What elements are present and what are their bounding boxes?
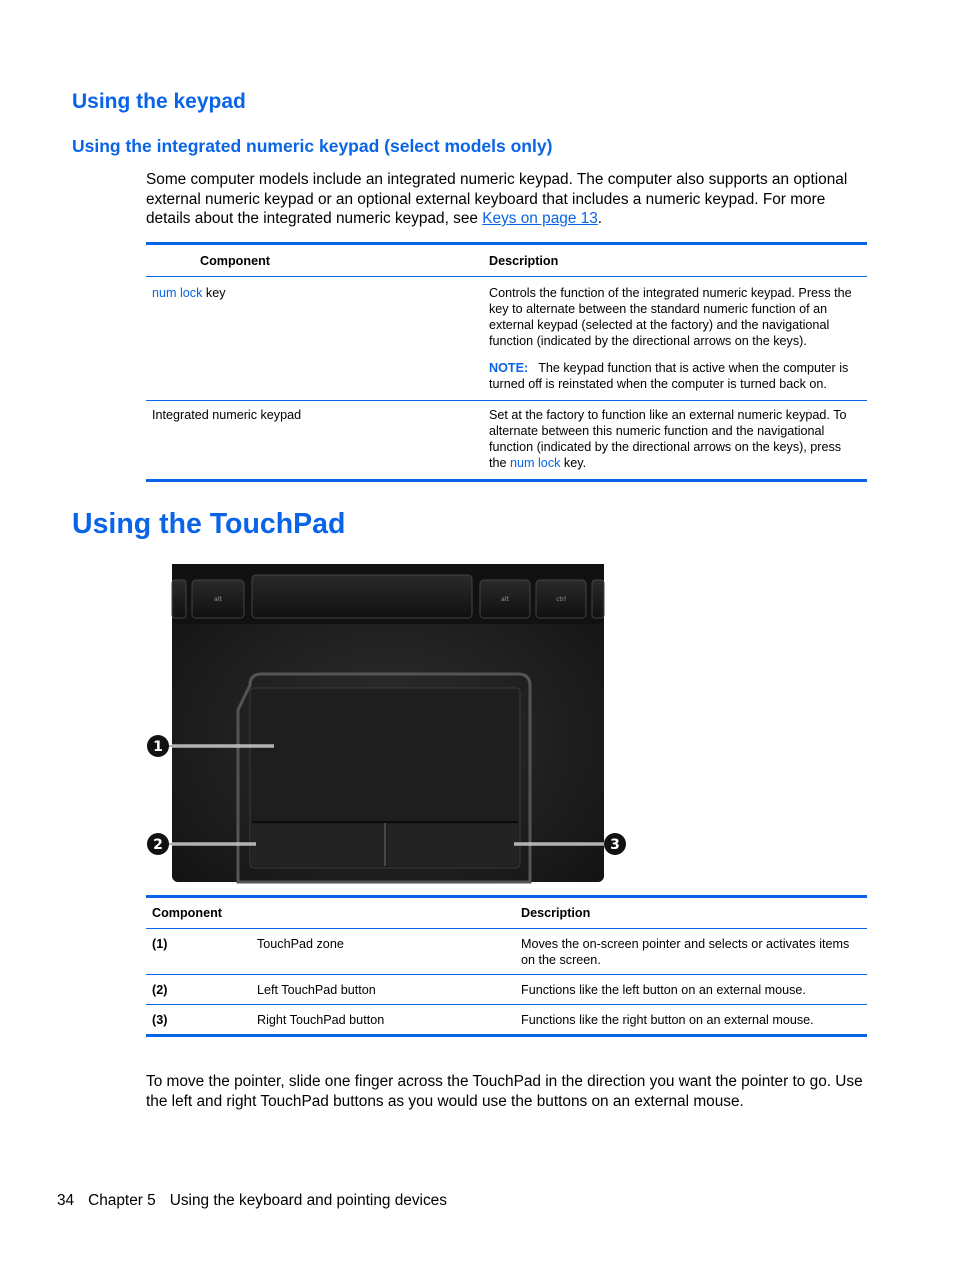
ctrl-key-label: ctrl — [556, 596, 566, 603]
page-number: 34 — [57, 1192, 75, 1209]
table-row — [146, 975, 867, 1005]
table-row — [146, 277, 867, 401]
table-row — [146, 929, 867, 975]
chapter-label: Chapter 5 — [88, 1192, 156, 1209]
component-name: Right TouchPad button — [257, 1013, 385, 1027]
note: NOTE: The keypad function that is active when the computer is turned off is reinstated when the computer is turned back on. — [489, 361, 849, 391]
component-cell: Integrated numeric keypad — [152, 408, 302, 422]
alt-key-label: alt — [214, 596, 222, 603]
component-name: TouchPad zone — [251, 929, 515, 975]
subsection-heading-integrated-keypad: Using the integrated numeric keypad (select models only) — [72, 136, 553, 156]
svg-text:1: 1 — [153, 739, 163, 755]
component-cell: num lock key — [146, 277, 483, 401]
section-heading-keypad: Using the keypad — [72, 90, 246, 113]
column-header-description: Description — [515, 897, 867, 929]
keypad-table — [146, 242, 867, 482]
row-number: (3) — [152, 1013, 168, 1027]
callout-2 — [147, 833, 169, 855]
num-lock-link[interactable]: num lock — [152, 286, 203, 300]
chapter-title: Using the keyboard and pointing devices — [169, 1192, 447, 1209]
column-header-description: Description — [483, 244, 867, 277]
touchpad-photo — [146, 560, 636, 885]
closing-paragraph: To move the pointer, slide one finger across the TouchPad in the direction you want the pointer to go. Use the left and right TouchPad buttons as you would use the buttons on an external mouse. — [146, 1073, 863, 1110]
alt-key-label: alt — [501, 596, 509, 603]
svg-text:2: 2 — [153, 837, 163, 853]
component-description: Functions like the right button on an external mouse. — [521, 1013, 814, 1027]
component-description: Moves the on-screen pointer and selects or activates items on the screen. — [515, 929, 867, 975]
component-name: Left TouchPad button — [251, 975, 515, 1005]
table-row — [146, 401, 867, 481]
row-number: (1) — [146, 929, 251, 975]
callout-3 — [604, 833, 626, 855]
page-footer — [57, 1192, 461, 1210]
row-number: (2) — [146, 975, 251, 1005]
svg-text:3: 3 — [610, 837, 620, 853]
table-row — [146, 1005, 867, 1036]
keys-page-link[interactable]: Keys on page 13 — [482, 210, 598, 227]
callout-1 — [147, 735, 169, 757]
section-heading-touchpad: Using the TouchPad — [72, 508, 346, 540]
component-description: Functions like the left button on an external mouse. — [515, 975, 867, 1005]
description-cell: Controls the function of the integrated numeric keypad. Press the key to alternate between the standard numeric function of an external keypad (selected at the factory) and the navigational function (indicated by the directional arrows on the keys). NOTE: The keypad function that is active when the computer is turned off is reinstated when the computer is turned back on. — [483, 277, 867, 401]
column-header-component: Component — [146, 244, 483, 277]
column-header-component: Component — [146, 897, 515, 929]
note-label: NOTE: — [489, 361, 529, 375]
description-cell: Set at the factory to function like an external numeric keypad. To alternate between this numeric function and the navigational function (indicated by the directional arrows on the keys), press the num lock key. — [489, 408, 847, 470]
num-lock-link[interactable]: num lock — [510, 456, 561, 470]
intro-paragraph: Some computer models include an integrated numeric keypad. The computer also supports an optional external numeric keypad or an optional external keyboard that includes a numeric keypad. For more details about the integrated numeric keypad, see Keys on page 13. — [146, 171, 848, 227]
touchpad-table — [146, 895, 867, 1037]
